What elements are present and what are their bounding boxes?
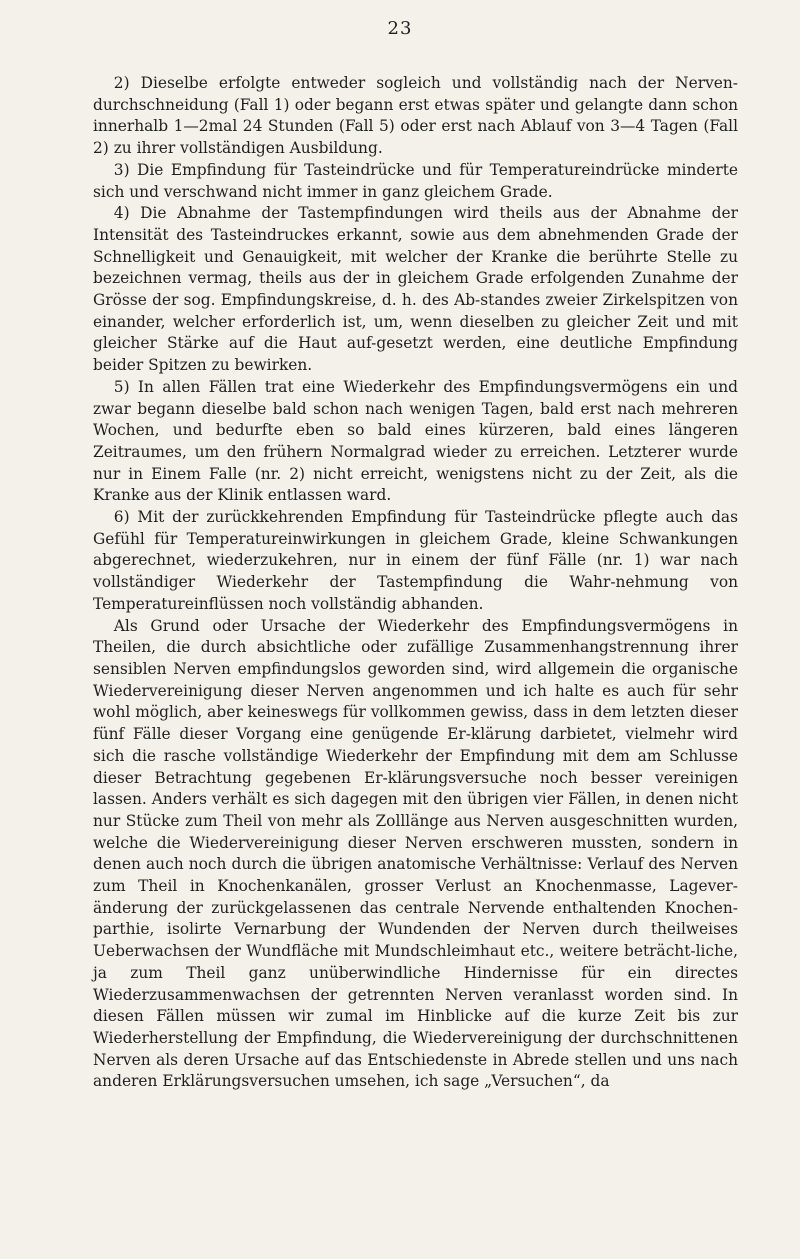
paragraph-5: 5) In allen Fällen trat eine Wiederkehr des Empfindungsvermögens ein und zwar begann dieselbe bald schon nach wenigen Tagen, bald erst nach mehreren Wochen, und bedurfte eben so bald eines kürzeren, bald eines längeren Zeitraumes, um den frühern Normalgrad wieder zu erreichen. Letzterer wurde nur in Einem Falle (nr. 2) nicht erreicht, wenigstens nicht zu der Zeit, als die Kranke aus der Klinik entlassen ward. (93, 377, 738, 505)
page-number: 23 (387, 18, 413, 39)
paragraph-3: 3) Die Empfindung für Tasteindrücke und für Temperatureindrücke minderte sich und verschwand nicht immer in ganz gleichem Grade. (93, 160, 738, 201)
paragraph-4: 4) Die Abnahme der Tastempfindungen wird theils aus der Abnahme der Intensität des Tasteindruckes erkannt, sowie aus dem abnehmenden Grade der Schnelligkeit und Genauigkeit, mit welcher der Kranke die berührte Stelle zu bezeichnen vermag, theils aus der in gleichem Grade erfolgenden Zunahme der Grösse der sog. Empfindungskreise, d. h. des Ab-standes zweier Zirkelspitzen von einander, welcher erforderlich ist, um, wenn dieselben zu gleicher Zeit und mit gleicher Stärke auf die Haut auf-gesetzt werden, eine deutliche Empfindung beider Spitzen zu bewirken. (93, 204, 738, 375)
paragraph-discussion: Als Grund oder Ursache der Wiederkehr des Empfindungsvermögens in Theilen, die durch absichtliche oder zufällige Zusammenhangstrennung ihrer sensiblen Nerven empfindungslos geworden sind, wird allgemein die organische Wiedervereinigung dieser Nerven angenommen und ich halte es auch für sehr wohl möglich, aber keineswegs für vollkommen gewiss, dass in dem letzten dieser fünf Fälle dieser Vorgang eine genügende Er-klärung darbietet, vielmehr wird sich die rasche vollständige Wiederkehr der Empfindung mit dem am Schlusse dieser Betrachtung gegebenen Er-klärungsversuche noch besser vereinigen lassen. Anders verhält es sich dagegen mit den übrigen vier Fällen, in denen nicht nur Stücke zum Theil von mehr als Zolllänge aus Nerven ausgeschnitten wurden, welche die Wiedervereinigung dieser Nerven erschweren mussten, sondern in denen auch noch durch die übrigen anatomische Verhältnisse: Verlauf des Nerven zum Theil in Knochenkanälen, grosser Verlust an Knochenmasse, Lagever-änderung der zurückgelassenen das centrale Nervende enthaltenden Knochen-parthie, isolirte Vernarbung der Wundenden der Nerven durch theilweises Ueberwachsen der Wundfläche mit Mundschleimhaut etc., weitere beträcht-liche, ja zum Theil ganz unüberwindliche Hindernisse für ein directes Wiederzusammenwachsen der getrennten Nerven veranlasst worden sind. In diesen Fällen müssen wir zumal im Hinblicke auf die kurze Zeit bis zur Wiederherstellung der Empfindung, die Wiedervereinigung der durchschnittenen Nerven als deren Ursache auf das Entschiedenste in Abrede stellen und uns nach anderen Erklärungsversuchen umsehen, ich sage „Versuchen“, da (93, 616, 738, 1091)
body-text (93, 73, 738, 1093)
paragraph-6: 6) Mit der zurückkehrenden Empfindung für Tasteindrücke pflegte auch das Gefühl für Temperatureinwirkungen in gleichem Grade, kleine Schwankungen abgerechnet, wiederzukehren, nur in einem der fünf Fälle (nr. 1) war nach vollständiger Wiederkehr der Tastempfindung die Wahr-nehmung von Temperatureinflüssen noch vollständig abhanden. (93, 508, 738, 613)
paragraph-2: 2) Dieselbe erfolgte entweder sogleich und vollständig nach der Nerven-durchschneidung (Fall 1) oder begann erst etwas später und gelangte dann schon innerhalb 1—2mal 24 Stunden (Fall 5) oder erst nach Ablauf von 3—4 Tagen (Fall 2) zu ihrer vollständigen Ausbildung. (93, 74, 738, 158)
